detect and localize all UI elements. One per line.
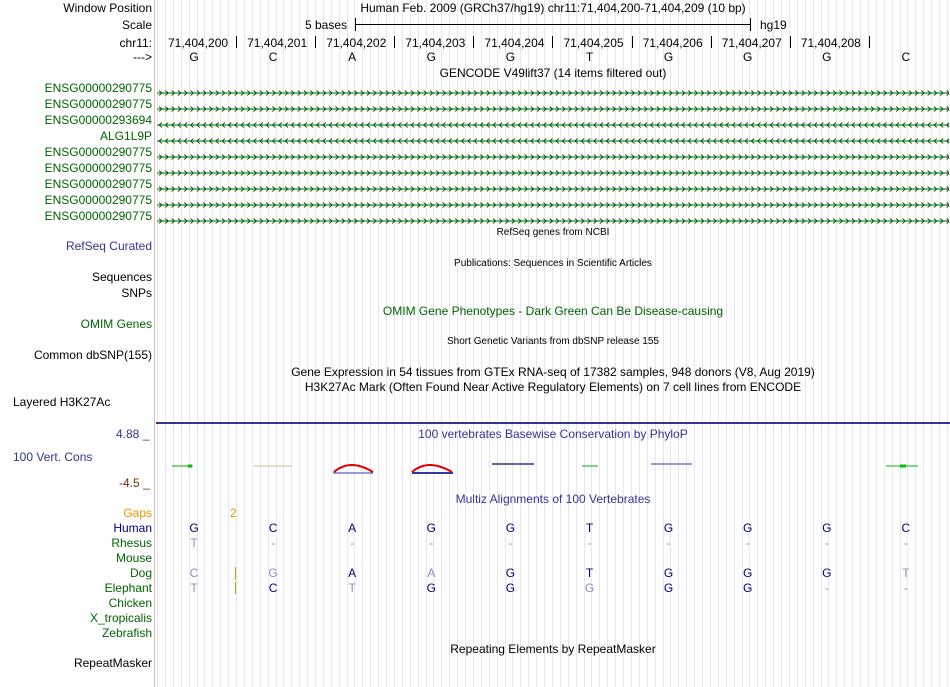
alignment-base: T (190, 581, 198, 595)
alignment-base: G (663, 566, 674, 580)
base-letter: G (743, 50, 753, 64)
refseq-label[interactable]: RefSeq Curated (65, 239, 152, 253)
phylop-label[interactable]: 100 Vert. Cons (13, 450, 93, 464)
alignment-base: T (585, 521, 594, 535)
phylop-max-label: 4.88 _ (116, 427, 150, 441)
window-position-label: Window Position (63, 1, 152, 15)
phylop-title: 100 vertebrates Basewise Conservation by PhyloP (418, 427, 688, 441)
gencode-title: GENCODE V49lift37 (14 items filtered out) (439, 66, 667, 80)
phylop-peak (334, 465, 373, 472)
alignment-base: G (663, 581, 674, 595)
strand-label: ---> (133, 50, 152, 64)
chrom-label: chr11: (119, 36, 152, 50)
gene-label[interactable]: ENSG00000290775 (44, 209, 152, 223)
gaps-label[interactable]: Gaps (123, 506, 152, 520)
species-label[interactable]: Chicken (108, 596, 152, 610)
repeat-label[interactable]: RepeatMasker (73, 656, 152, 670)
alignment-base: G (743, 581, 753, 595)
gaps-count: 2 (230, 506, 237, 520)
species-label[interactable]: X_tropicalis (89, 611, 152, 625)
alignment-base: G (505, 581, 516, 595)
multiz-title: Multiz Alignments of 100 Vertebrates (455, 492, 651, 506)
base-letter: C (268, 50, 278, 64)
gap-marker (235, 582, 236, 594)
gene-label[interactable]: ENSG00000290775 (44, 193, 152, 207)
species-label[interactable]: Rhesus (111, 536, 152, 550)
base-letter: A (348, 50, 357, 64)
species-label[interactable]: Zebrafish (101, 626, 152, 640)
base-letter: G (426, 50, 436, 64)
alignment-base: A (348, 521, 357, 535)
alignment-base: T (348, 581, 356, 595)
alignment-base: G (505, 521, 516, 535)
alignment-base: G (426, 581, 436, 595)
gene-label[interactable]: ENSG00000290775 (44, 161, 152, 175)
coordinate-label: 71,404,206 (642, 36, 703, 50)
publications-title: Publications: Sequences in Scientific Articles (454, 258, 652, 269)
alignment-base: - (666, 536, 671, 550)
alignment-base: G (663, 521, 674, 535)
coordinate-label: 71,404,204 (484, 36, 545, 50)
alignment-base: - (587, 536, 592, 550)
alignment-base: G (822, 566, 832, 580)
gap-marker (235, 567, 236, 580)
alignment-base: - (824, 536, 829, 550)
omim-label[interactable]: OMIM Genes (80, 317, 152, 331)
gene-label[interactable]: ENSG00000290775 (44, 97, 152, 111)
refseq-title: RefSeq genes from NCBI (496, 227, 610, 238)
gene-label[interactable]: ENSG00000290775 (44, 81, 152, 95)
coordinate-label: 71,404,207 (721, 36, 782, 50)
coordinate-label: 71,404,203 (405, 36, 466, 50)
alignment-base: A (348, 566, 357, 580)
sequences-label[interactable]: Sequences (91, 270, 152, 284)
h3k27-title: H3K27Ac Mark (Often Found Near Active Regulatory Elements) on 7 cell lines from ENCODE (304, 380, 802, 394)
alignment-base: A (427, 566, 436, 580)
assembly-label: hg19 (760, 18, 787, 32)
alignment-base: - (508, 536, 513, 550)
alignment-base: G (743, 521, 753, 535)
dbsnp-label[interactable]: Common dbSNP(155) (33, 348, 152, 362)
species-label[interactable]: Elephant (104, 581, 152, 595)
alignment-base: - (824, 581, 829, 595)
alignment-base: G (268, 566, 278, 580)
repeat-title: Repeating Elements by RepeatMasker (450, 642, 656, 656)
base-letter: C (901, 50, 911, 64)
phylop-peak (412, 465, 452, 472)
coordinate-label: 71,404,202 (326, 36, 387, 50)
alignment-base: T (585, 566, 594, 580)
alignment-base: - (350, 536, 355, 550)
alignment-base: - (429, 536, 434, 550)
base-letter: G (189, 50, 199, 64)
species-label[interactable]: Dog (129, 566, 152, 580)
coordinate-label: 71,404,201 (247, 36, 308, 50)
phylop-min-label: -4.5 _ (119, 476, 150, 490)
alignment-base: C (268, 581, 278, 595)
coordinate-label: 71,404,205 (563, 36, 624, 50)
alignment-base: C (901, 521, 911, 535)
species-label[interactable]: Mouse (115, 551, 152, 565)
scale-text: 5 bases (305, 18, 348, 32)
base-letter: T (585, 50, 594, 64)
snps-label[interactable]: SNPs (121, 286, 152, 300)
alignment-base: T (190, 536, 198, 550)
coordinate-label: 71,404,200 (168, 36, 229, 50)
alignment-base: C (189, 566, 199, 580)
alignment-base: C (268, 521, 278, 535)
scale-label: Scale (121, 18, 152, 32)
gene-label[interactable]: ENSG00000290775 (44, 145, 152, 159)
alignment-base: - (271, 536, 276, 550)
alignment-base: G (189, 521, 199, 535)
alignment-base: G (426, 521, 436, 535)
alignment-base: G (822, 521, 832, 535)
alignment-base: T (902, 566, 910, 580)
alignment-base: - (903, 581, 908, 595)
position-text: Human Feb. 2009 (GRCh37/hg19) chr11:71,404,200-71,404,209 (10 bp) (360, 1, 746, 15)
base-letter: G (822, 50, 832, 64)
alignment-base: G (584, 581, 595, 595)
gene-label[interactable]: ENSG00000290775 (44, 177, 152, 191)
dbsnp-title: Short Genetic Variants from dbSNP release 155 (447, 336, 659, 347)
species-label[interactable]: Human (113, 521, 152, 535)
alignment-base: G (743, 566, 753, 580)
base-letter: G (505, 50, 516, 64)
alignment-base: G (505, 566, 516, 580)
gene-label[interactable]: ENSG00000293694 (44, 113, 152, 127)
coordinate-label: 71,404,208 (800, 36, 861, 50)
gene-label[interactable]: ALG1L9P (99, 129, 152, 143)
h3k27-label[interactable]: Layered H3K27Ac (13, 395, 111, 409)
gtex-title: Gene Expression in 54 tissues from GTEx RNA-seq of 17382 samples, 948 donors (V8, Aug 2019) (291, 365, 815, 379)
base-letter: G (663, 50, 674, 64)
alignment-base: - (903, 536, 908, 550)
alignment-base: - (745, 536, 750, 550)
omim-title: OMIM Gene Phenotypes - Dark Green Can Be Disease-causing (382, 304, 724, 318)
